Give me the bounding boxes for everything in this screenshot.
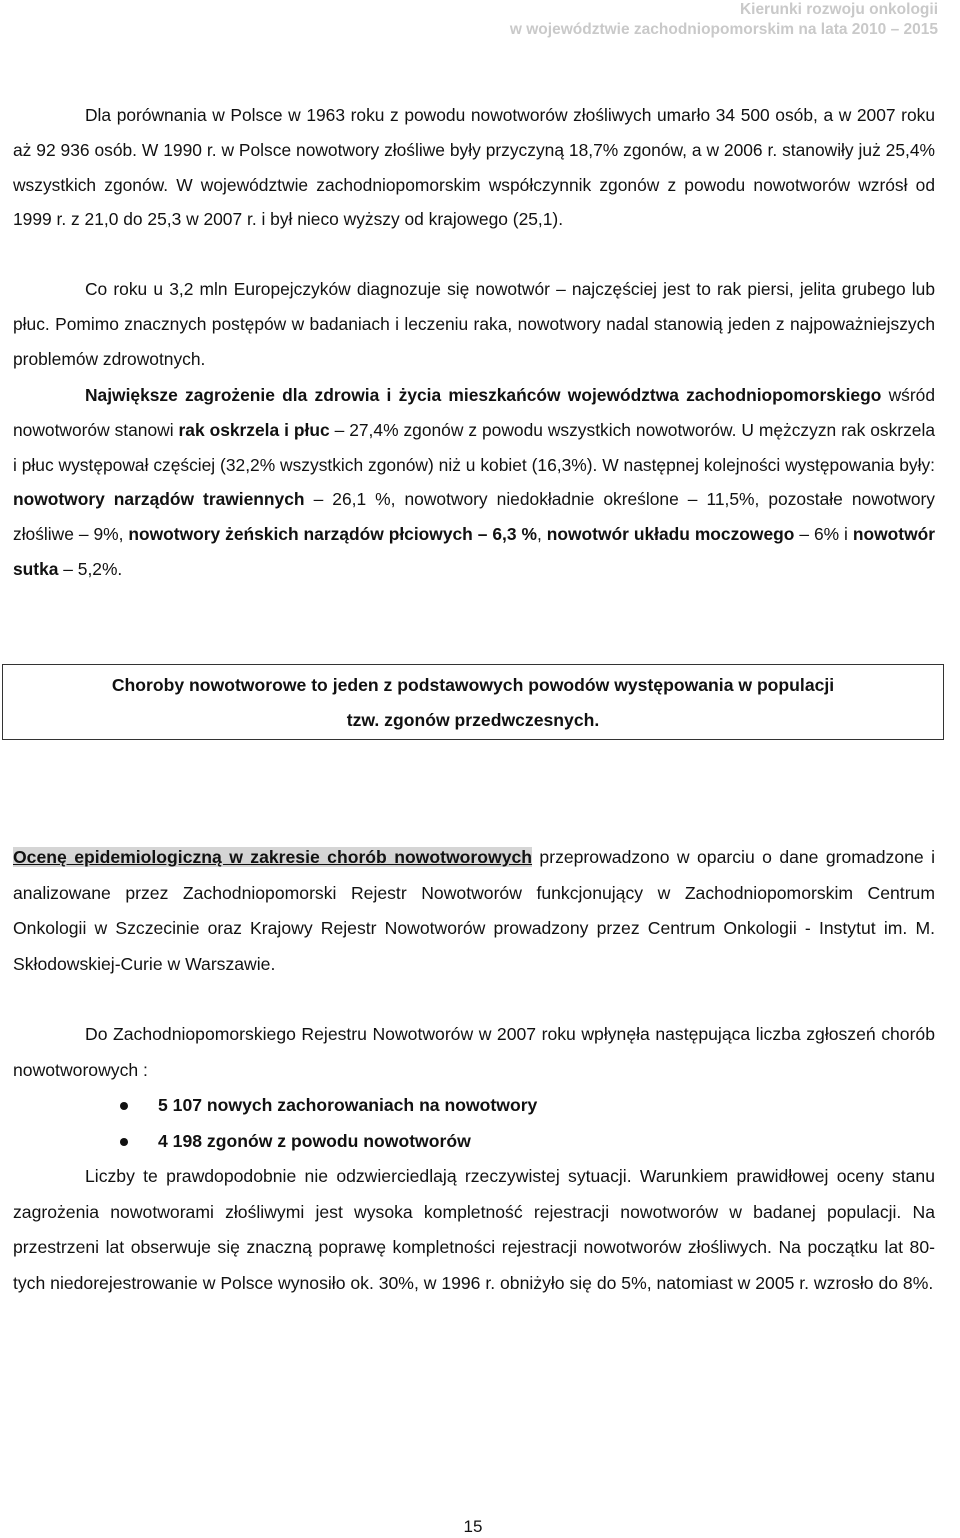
epidemiology-highlight: Ocenę epidemiologiczną w zakresie chorób nowotworowych: [13, 847, 533, 867]
bullet-icon: [120, 1102, 128, 1110]
header-title: Kierunki rozwoju onkologii: [739, 1, 938, 18]
greatest-threat-heading: Największe zagrożenie dla zdrowia i życia mieszkańców województwa zachodniopomorskiego: [85, 385, 882, 405]
page-number: 15: [463, 1517, 483, 1536]
paragraph-mortality-comparison: Dla porównania w Polsce w 1963 roku z powodu nowotworów złośliwych umarło 34 500 osób, a w 2007 roku aż 92 936 osób. W 1990 r. w Polsce nowotwory złośliwe były przyczyną 18,7% zgonów, a w 2006 r. stanowiły już 25,4% wszystkich zgonów. W województwie zachodniopomorskim współczynnik zgonów z powodu nowotworów wzrósł od 1999 r. z 21,0 do 25,3 w 2007 r. i był nieco wyższy od krajowego (25,1).: [13, 105, 935, 230]
urinary-cancer-term: nowotwór układu moczowego: [546, 524, 795, 545]
key-statement-line2: tzw. zgonów przedwczesnych.: [346, 709, 600, 730]
header-subtitle: w województwie zachodniopomorskim na lata 2010 – 2015: [509, 21, 938, 38]
registry-stats-list: [13, 1088, 935, 1159]
paragraph-epidemiology-assessment: Ocenę epidemiologiczną w zakresie chorób nowotworowych przeprowadzono w oparciu o dane gromadzone i analizowane przez Zachodniopomorski Rejestr Nowotworów funkcjonujący w Zachodniopomorskim Centrum Onkologii w Szczecinie oraz Krajowy Rejestr Nowotworów prowadzony przez Centrum Onkologii - Instytut im. M. Skłodowskiej-Curie w Warszawie.: [13, 847, 935, 974]
list-item: 4 198 zgonów z powodu nowotworów: [13, 1124, 935, 1160]
paragraph-registration-completeness: Liczby te prawdopodobnie nie odzwierciedlają rzeczywistej sytuacji. Warunkiem prawidłowej oceny stanu zagrożenia nowotworami złośliwymi jest wysoka kompletność rejestracji nowotworów w badanej populacji. Na przestrzeni lat obserwuje się znaczną poprawę kompletności rejestracji nowotworów złośliwych. Na początku lat 80-tych niedorejestrowanie w Polsce wynosiło ok. 30%, w 1996 r. obniżyło się do 5%, natomiast w 2005 r. wzrosło do 8%.: [13, 1166, 935, 1293]
list-item: 5 107 nowych zachorowaniach na nowotwory: [13, 1088, 935, 1124]
digestive-cancer-term: nowotwory narządów trawiennych: [13, 489, 305, 510]
female-genital-cancer-term: nowotwory żeńskich narządów płciowych – 6,3 %: [128, 524, 537, 545]
paragraph-europe-diagnoses: Co roku u 3,2 mln Europejczyków diagnozuje się nowotwór – najczęściej jest to rak piersi, jelita grubego lub płuc. Pomimo znacznych postępów w badaniach i leczeniu raka, nowotwory nadal stanowią jeden z najpoważniejszych problemów zdrowotnych.: [13, 279, 935, 369]
paragraph-greatest-threat: Największe zagrożenie dla zdrowia i życia mieszkańców województwa zachodniopomorskiego wśród nowotworów stanowi rak oskrzela i płuc – 27,4% zgonów z powodu wszystkich nowotworów. U mężczyzn rak oskrzela i płuc występował częściej (32,2% wszystkich zgonów) niż u kobiet (16,3%). W następnej kolejności występowania były: nowotwory narządów trawiennych – 26,1 %, nowotwory niedokładnie określone – 11,5%, pozostałe nowotwory złośliwe – 9%, nowotwory żeńskich narządów płciowych – 6,3 %, nowotwór układu moczowego – 6% i nowotwór sutka – 5,2%.: [13, 385, 936, 579]
breast-cancer-term: nowotwór sutka: [13, 524, 935, 579]
lung-cancer-term: rak oskrzela i płuc: [178, 419, 330, 440]
key-statement-box: [2, 664, 944, 740]
running-header: [178, 0, 938, 40]
paragraph-registry-reports: Do Zachodniopomorskiego Rejestru Nowotworów w 2007 roku wpłynęła następująca liczba zgłoszeń chorób nowotworowych :: [13, 1024, 935, 1080]
bullet-icon: [120, 1138, 128, 1146]
key-statement-line1: Choroby nowotworowe to jeden z podstawowych powodów występowania w populacji: [111, 675, 835, 695]
